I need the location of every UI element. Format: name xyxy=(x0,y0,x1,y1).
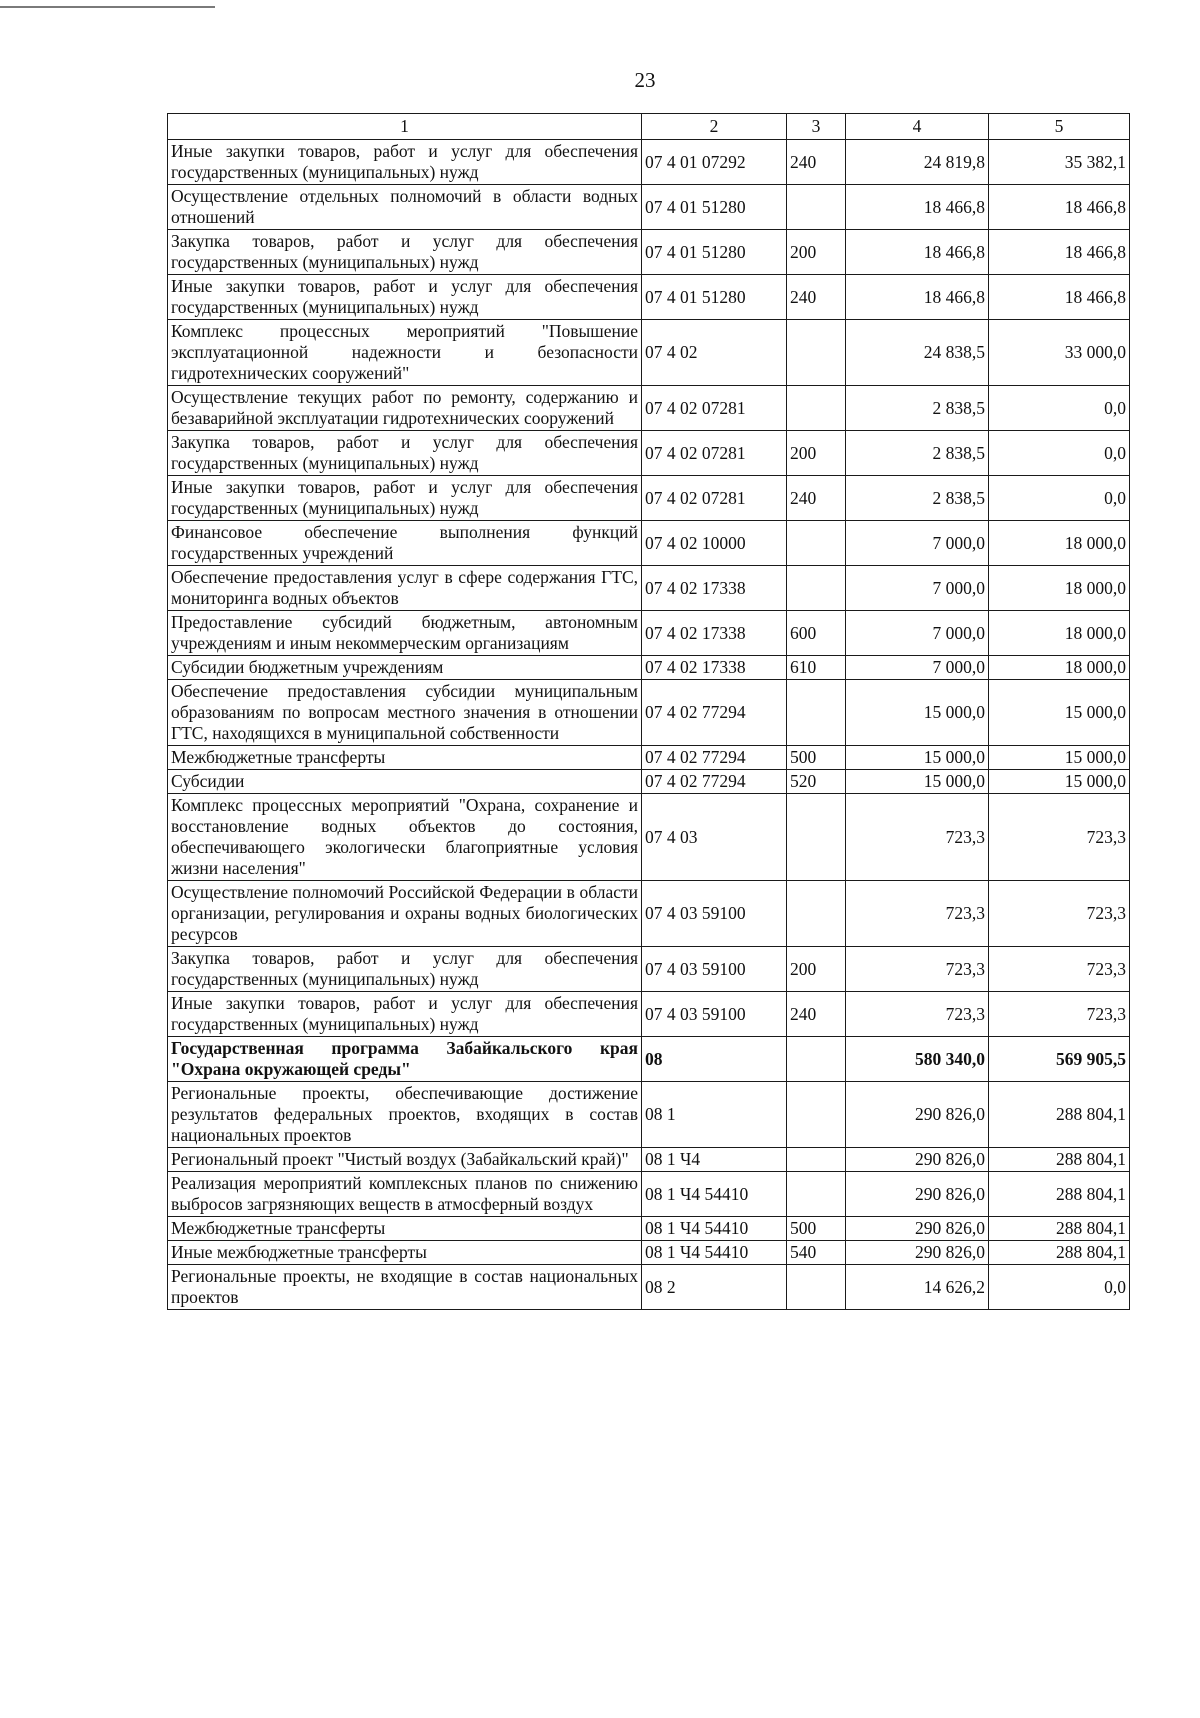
row-expense-type-cell: 240 xyxy=(787,992,846,1037)
table-row xyxy=(168,386,1130,431)
table-row xyxy=(168,140,1130,185)
row-code-cell: 07 4 03 59100 xyxy=(642,992,787,1037)
row-name-cell: Иные закупки товаров, работ и услуг для обеспечения государственных (муниципальных) нужд xyxy=(168,140,642,185)
table-row xyxy=(168,680,1130,746)
row-year-2-amount: 35 382,1 xyxy=(989,140,1130,185)
row-code-cell: 07 4 01 51280 xyxy=(642,185,787,230)
row-year-1-amount: 723,3 xyxy=(846,992,989,1037)
row-name-cell: Реализация мероприятий комплексных планов по снижению выбросов загрязняющих веществ в атмосферный воздух xyxy=(168,1172,642,1217)
row-expense-type-cell xyxy=(787,881,846,947)
row-expense-type-cell xyxy=(787,521,846,566)
row-year-2-amount: 288 804,1 xyxy=(989,1148,1130,1172)
row-year-1-amount: 290 826,0 xyxy=(846,1241,989,1265)
row-code-cell: 07 4 02 17338 xyxy=(642,611,787,656)
table-header-row xyxy=(168,114,1130,140)
table-row xyxy=(168,992,1130,1037)
row-year-2-amount: 288 804,1 xyxy=(989,1082,1130,1148)
row-expense-type-cell xyxy=(787,566,846,611)
row-expense-type-cell xyxy=(787,680,846,746)
row-code-cell: 07 4 03 xyxy=(642,794,787,881)
row-name-cell: Обеспечение предоставления субсидии муниципальным образованиям по вопросам местного значения в отношении ГТС, находящихся в муниципальной собственности xyxy=(168,680,642,746)
row-year-1-amount: 18 466,8 xyxy=(846,185,989,230)
row-year-2-amount: 0,0 xyxy=(989,1265,1130,1310)
row-name-cell: Межбюджетные трансферты xyxy=(168,1217,642,1241)
row-year-1-amount: 14 626,2 xyxy=(846,1265,989,1310)
page-number: 23 xyxy=(634,68,656,92)
row-expense-type-cell: 200 xyxy=(787,431,846,476)
row-name-cell: Закупка товаров, работ и услуг для обеспечения государственных (муниципальных) нужд xyxy=(168,230,642,275)
row-year-2-amount: 15 000,0 xyxy=(989,680,1130,746)
row-name-cell: Субсидии xyxy=(168,770,642,794)
row-name-cell: Государственная программа Забайкальского края "Охрана окружающей среды" xyxy=(168,1037,642,1082)
row-name-cell: Региональные проекты, обеспечивающие достижение результатов федеральных проектов, входящих в состав национальных проектов xyxy=(168,1082,642,1148)
row-code-cell: 07 4 02 07281 xyxy=(642,476,787,521)
row-expense-type-cell xyxy=(787,1037,846,1082)
table-row xyxy=(168,881,1130,947)
table-row xyxy=(168,656,1130,680)
row-expense-type-cell: 200 xyxy=(787,230,846,275)
row-year-2-amount: 569 905,5 xyxy=(989,1037,1130,1082)
row-year-1-amount: 290 826,0 xyxy=(846,1217,989,1241)
row-year-2-amount: 18 466,8 xyxy=(989,185,1130,230)
row-year-2-amount: 15 000,0 xyxy=(989,770,1130,794)
row-year-2-amount: 18 000,0 xyxy=(989,611,1130,656)
row-code-cell: 07 4 03 59100 xyxy=(642,881,787,947)
row-code-cell: 08 xyxy=(642,1037,787,1082)
row-year-2-amount: 723,3 xyxy=(989,881,1130,947)
table-row xyxy=(168,770,1130,794)
table-row xyxy=(168,476,1130,521)
row-expense-type-cell xyxy=(787,320,846,386)
row-expense-type-cell xyxy=(787,1172,846,1217)
row-year-1-amount: 290 826,0 xyxy=(846,1172,989,1217)
row-expense-type-cell: 240 xyxy=(787,275,846,320)
row-expense-type-cell xyxy=(787,794,846,881)
row-expense-type-cell xyxy=(787,1265,846,1310)
row-year-1-amount: 2 838,5 xyxy=(846,476,989,521)
row-name-cell: Закупка товаров, работ и услуг для обеспечения государственных (муниципальных) нужд xyxy=(168,947,642,992)
row-year-2-amount: 0,0 xyxy=(989,476,1130,521)
row-year-2-amount: 0,0 xyxy=(989,386,1130,431)
row-code-cell: 08 1 Ч4 54410 xyxy=(642,1172,787,1217)
column-header-name: 1 xyxy=(168,114,642,140)
row-code-cell: 07 4 01 51280 xyxy=(642,275,787,320)
row-year-1-amount: 7 000,0 xyxy=(846,656,989,680)
row-code-cell: 07 4 02 07281 xyxy=(642,386,787,431)
row-name-cell: Обеспечение предоставления услуг в сфере содержания ГТС, мониторинга водных объектов xyxy=(168,566,642,611)
row-year-1-amount: 15 000,0 xyxy=(846,770,989,794)
row-name-cell: Иные закупки товаров, работ и услуг для обеспечения государственных (муниципальных) нужд xyxy=(168,275,642,320)
table-row xyxy=(168,320,1130,386)
row-expense-type-cell: 240 xyxy=(787,140,846,185)
row-code-cell: 07 4 01 07292 xyxy=(642,140,787,185)
row-code-cell: 07 4 02 10000 xyxy=(642,521,787,566)
row-year-1-amount: 18 466,8 xyxy=(846,275,989,320)
table-row xyxy=(168,230,1130,275)
row-expense-type-cell xyxy=(787,1082,846,1148)
table-row xyxy=(168,521,1130,566)
row-year-2-amount: 723,3 xyxy=(989,794,1130,881)
row-code-cell: 07 4 02 17338 xyxy=(642,656,787,680)
row-year-1-amount: 24 838,5 xyxy=(846,320,989,386)
row-year-2-amount: 18 000,0 xyxy=(989,566,1130,611)
row-year-2-amount: 18 466,8 xyxy=(989,275,1130,320)
row-name-cell: Осуществление полномочий Российской Федерации в области организации, регулирования и охраны водных биологических ресурсов xyxy=(168,881,642,947)
row-code-cell: 08 1 Ч4 54410 xyxy=(642,1217,787,1241)
row-expense-type-cell: 200 xyxy=(787,947,846,992)
row-name-cell: Региональные проекты, не входящие в состав национальных проектов xyxy=(168,1265,642,1310)
row-name-cell: Иные закупки товаров, работ и услуг для обеспечения государственных (муниципальных) нужд xyxy=(168,476,642,521)
table-row xyxy=(168,1172,1130,1217)
row-expense-type-cell xyxy=(787,185,846,230)
row-name-cell: Финансовое обеспечение выполнения функций государственных учреждений xyxy=(168,521,642,566)
row-name-cell: Осуществление текущих работ по ремонту, содержанию и безаварийной эксплуатации гидротехнических сооружений xyxy=(168,386,642,431)
table-row xyxy=(168,1148,1130,1172)
row-year-1-amount: 290 826,0 xyxy=(846,1148,989,1172)
column-header-code: 2 xyxy=(642,114,787,140)
row-year-1-amount: 580 340,0 xyxy=(846,1037,989,1082)
row-name-cell: Комплекс процессных мероприятий "Охрана, сохранение и восстановление водных объектов до состояния, обеспечивающего экологически благоприятные условия жизни населения" xyxy=(168,794,642,881)
row-expense-type-cell: 600 xyxy=(787,611,846,656)
table-row xyxy=(168,794,1130,881)
column-header-year-2: 5 xyxy=(989,114,1130,140)
row-year-1-amount: 290 826,0 xyxy=(846,1082,989,1148)
row-year-2-amount: 18 466,8 xyxy=(989,230,1130,275)
row-expense-type-cell xyxy=(787,386,846,431)
row-name-cell: Субсидии бюджетным учреждениям xyxy=(168,656,642,680)
row-year-2-amount: 288 804,1 xyxy=(989,1172,1130,1217)
row-code-cell: 07 4 02 17338 xyxy=(642,566,787,611)
column-header-expense-type: 3 xyxy=(787,114,846,140)
row-name-cell: Иные закупки товаров, работ и услуг для обеспечения государственных (муниципальных) нужд xyxy=(168,992,642,1037)
row-name-cell: Иные межбюджетные трансферты xyxy=(168,1241,642,1265)
row-expense-type-cell: 240 xyxy=(787,476,846,521)
row-code-cell: 07 4 02 xyxy=(642,320,787,386)
row-name-cell: Региональный проект "Чистый воздух (Забайкальский край)" xyxy=(168,1148,642,1172)
table-row xyxy=(168,185,1130,230)
row-name-cell: Закупка товаров, работ и услуг для обеспечения государственных (муниципальных) нужд xyxy=(168,431,642,476)
row-name-cell: Осуществление отдельных полномочий в области водных отношений xyxy=(168,185,642,230)
row-name-cell: Комплекс процессных мероприятий "Повышение эксплуатационной надежности и безопасности гидротехнических сооружений" xyxy=(168,320,642,386)
row-code-cell: 07 4 01 51280 xyxy=(642,230,787,275)
row-expense-type-cell xyxy=(787,1148,846,1172)
budget-table xyxy=(167,113,1130,1310)
row-name-cell: Предоставление субсидий бюджетным, автономным учреждениям и иным некоммерческим организациям xyxy=(168,611,642,656)
row-code-cell: 08 1 xyxy=(642,1082,787,1148)
row-year-1-amount: 24 819,8 xyxy=(846,140,989,185)
table-row xyxy=(168,611,1130,656)
row-year-1-amount: 7 000,0 xyxy=(846,611,989,656)
row-year-2-amount: 723,3 xyxy=(989,947,1130,992)
table-row xyxy=(168,1265,1130,1310)
row-year-2-amount: 33 000,0 xyxy=(989,320,1130,386)
row-expense-type-cell: 520 xyxy=(787,770,846,794)
row-expense-type-cell: 540 xyxy=(787,1241,846,1265)
row-year-1-amount: 15 000,0 xyxy=(846,746,989,770)
table-row xyxy=(168,431,1130,476)
column-header-year-1: 4 xyxy=(846,114,989,140)
row-code-cell: 07 4 02 77294 xyxy=(642,680,787,746)
row-year-1-amount: 18 466,8 xyxy=(846,230,989,275)
table-row xyxy=(168,947,1130,992)
row-code-cell: 07 4 02 07281 xyxy=(642,431,787,476)
row-year-1-amount: 7 000,0 xyxy=(846,521,989,566)
row-code-cell: 07 4 03 59100 xyxy=(642,947,787,992)
table-body xyxy=(168,140,1130,1310)
row-year-2-amount: 15 000,0 xyxy=(989,746,1130,770)
table-row xyxy=(168,746,1130,770)
row-name-cell: Межбюджетные трансферты xyxy=(168,746,642,770)
table-row xyxy=(168,1082,1130,1148)
row-year-2-amount: 18 000,0 xyxy=(989,656,1130,680)
table-row xyxy=(168,275,1130,320)
row-year-1-amount: 7 000,0 xyxy=(846,566,989,611)
row-year-2-amount: 288 804,1 xyxy=(989,1241,1130,1265)
row-code-cell: 08 2 xyxy=(642,1265,787,1310)
row-year-1-amount: 723,3 xyxy=(846,794,989,881)
row-year-1-amount: 15 000,0 xyxy=(846,680,989,746)
table-row xyxy=(168,1037,1130,1082)
row-year-1-amount: 723,3 xyxy=(846,947,989,992)
row-code-cell: 07 4 02 77294 xyxy=(642,770,787,794)
row-code-cell: 07 4 02 77294 xyxy=(642,746,787,770)
row-code-cell: 08 1 Ч4 xyxy=(642,1148,787,1172)
table-row xyxy=(168,566,1130,611)
row-year-2-amount: 0,0 xyxy=(989,431,1130,476)
table-row xyxy=(168,1241,1130,1265)
row-code-cell: 08 1 Ч4 54410 xyxy=(642,1241,787,1265)
row-expense-type-cell: 500 xyxy=(787,746,846,770)
row-expense-type-cell: 610 xyxy=(787,656,846,680)
row-year-2-amount: 18 000,0 xyxy=(989,521,1130,566)
scan-edge-line xyxy=(0,6,215,8)
row-year-1-amount: 2 838,5 xyxy=(846,386,989,431)
row-year-2-amount: 288 804,1 xyxy=(989,1217,1130,1241)
table-row xyxy=(168,1217,1130,1241)
row-expense-type-cell: 500 xyxy=(787,1217,846,1241)
row-year-1-amount: 2 838,5 xyxy=(846,431,989,476)
row-year-2-amount: 723,3 xyxy=(989,992,1130,1037)
row-year-1-amount: 723,3 xyxy=(846,881,989,947)
